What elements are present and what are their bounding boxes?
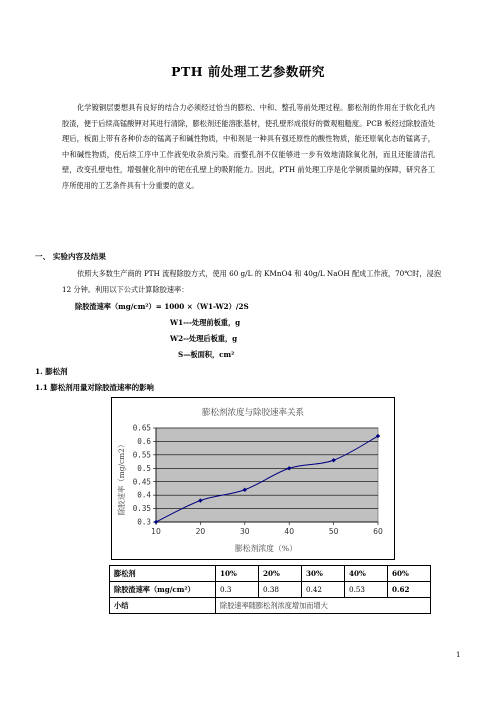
table-cell: 除胶渣速率（mg/cm²） [110,582,216,598]
table-cell: 20% [259,566,302,582]
subsection-heading-dosage-effect: 1.1 膨松剂用量对除胶渣速率的影响 [35,383,154,392]
table-cell: 60% [388,566,431,582]
formula-s: S—板面积，cm² [178,350,235,359]
x-axis-label: 膨松剂浓度（%） [235,544,297,553]
x-tick-label: 50 [328,527,339,536]
table-row [110,566,431,582]
intro-paragraph: 化学镀铜层要想具有良好的结合力必须经过恰当的膨松、中和、整孔等前处理过程。膨松剂的作用在于软化孔内胶渣，便于后续高锰酸钾对其进行清除，膨松剂还能溶胀基材，使孔壁形成很好的微观粗糙度。PCB 板经过除胶渣处理后，板面上带有各种价态的锰离子和碱性物质，中和剂是一种具有强还原性的酸性物质，能还原氧化态的锰离子，中和碱性物质，使后续工序中工作液免收杂质污染。而整孔剂不仅能够进一步有效地清除氧化剂，而且还能清洁孔壁，改变孔壁电性，增强催化剂中的钯在孔壁上的吸附能力。因此，PTH 前处理工序是化学铜质量的保障，研究各工序所使用的工艺条件具有十分重要的意义。 [62,103,435,190]
y-tick-label: 0.65 [132,423,151,433]
y-tick-label: 0.6 [137,437,151,447]
table-cell: 0.53 [345,582,388,598]
method-paragraph: 依照大多数生产商的 PTH 流程除胶方式，使用 60 g/L 的 KMnO4 和 40g/L NaOH 配成工作液，70℃时，浸泡 12 分钟。利用以下公式计算除胶速率： [62,269,442,294]
x-tick-label: 10 [151,527,161,536]
formula-w1: W1---处理前板重，g [170,318,241,327]
chart-title: 膨松剂浓度与除胶速率关系 [201,408,305,418]
y-tick-label: 0.3 [137,517,151,527]
table-row [110,582,431,598]
x-tick-label: 60 [373,527,383,536]
table-cell: 0.62 [388,582,431,598]
table-cell: 0.3 [216,582,259,598]
chart-container [111,397,395,560]
y-tick-label: 0.4 [137,490,151,500]
y-tick-label: 0.35 [132,504,151,514]
x-tick-label: 40 [284,527,295,536]
table-cell: 40% [345,566,388,582]
x-tick-label: 30 [239,527,250,536]
y-tick-label: 0.45 [132,477,151,487]
table-cell: 膨松剂 [110,566,216,582]
line-chart [112,398,394,559]
plot-area [133,424,383,536]
table-summary-cell: 除胶速率随膨松剂浓度增加而增大 [216,598,431,614]
table-cell: 10% [216,566,259,582]
y-tick-label: 0.55 [132,450,151,460]
section-heading-experiment: 一、 实验内容及结果 [35,252,106,261]
table-row [110,598,431,614]
y-axis-label: 除胶速率（mg/cm2） [117,440,126,516]
formula-main: 除胶渣速率（mg/cm²）= 1000 ×（W1-W2）/2S [75,302,249,311]
y-tick-label: 0.5 [137,463,151,473]
table-cell: 0.42 [302,582,345,598]
formula-w2: W2--处理后板重，g [170,334,238,343]
section-heading-bulking-agent: 1. 膨松剂 [35,367,68,376]
page-number: 1 [456,651,461,659]
table-cell: 0.38 [259,582,302,598]
x-tick-label: 20 [195,527,206,536]
page-title: PTH 前处理工艺参数研究 [171,64,325,79]
table-cell: 30% [302,566,345,582]
data-table [109,565,431,614]
plot-background [156,428,378,522]
table-cell: 小结 [110,598,216,614]
